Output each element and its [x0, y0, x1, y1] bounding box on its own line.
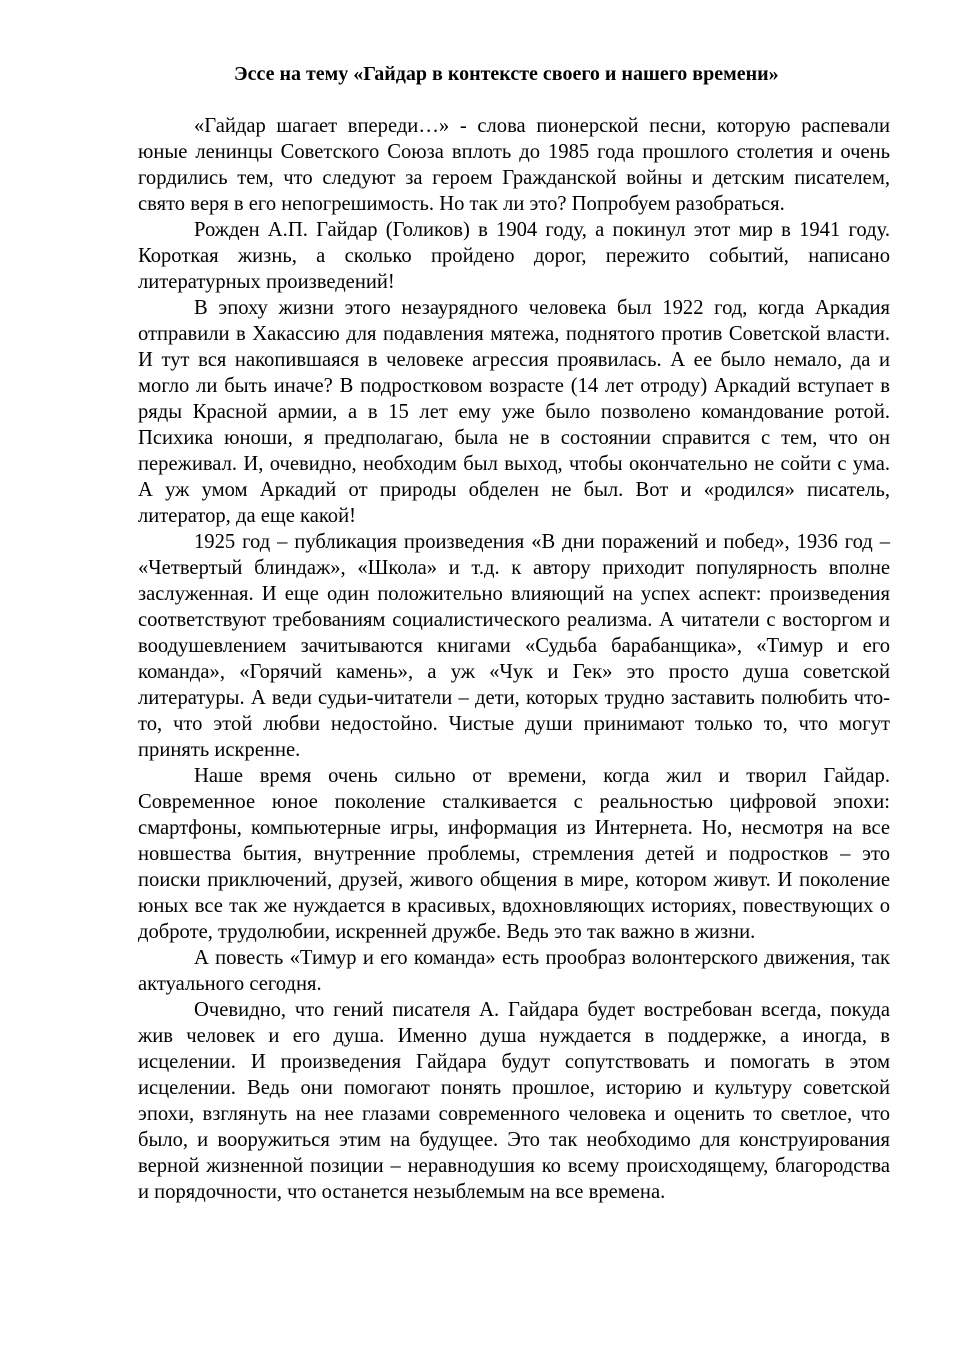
paragraph-4: 1925 год – публикация произведения «В дни поражений и побед», 1936 год – «Четвертый блиндаж», «Школа» и т.д. к автору приходит популярность вполне заслуженная. И еще один положительно влияющий на успех аспект: произведения соответствуют требованиям социалистического реализма. А читатели с восторгом и воодушевлением зачитываются книгами «Судьба барабанщика», «Тимур и его команда», «Горячий камень», а уж «Чук и Гек» это просто душа советской литературы. А веди судьи-читатели – дети, которых трудно заставить полюбить что-то, что этой любви недостойно. Чистые души принимают только то, что могут принять искренне. [138, 531, 890, 761]
paragraph-1: «Гайдар шагает впереди…» - слова пионерской песни, которую распевали юные ленинцы Советского Союза вплоть до 1985 года прошлого столетия и очень гордились тем, что следуют за героем Гражданской войны и детским писателем, свято веря в его непогрешимость. Но так ли это? Попробуем разобраться. [138, 115, 890, 215]
paragraph-7: Очевидно, что гений писателя А. Гайдара будет востребован всегда, покуда жив человек и его душа. Именно душа нуждается в поддержке, а иногда, в исцелении. И произведения Гайдара будут сопутствовать и помогать в этом исцелении. Ведь они помогают понять прошлое, историю и культуру советской эпохи, взглянуть на нее глазами современного человека и оценить то светлое, что было, и вооружиться этим на будущее. Это так необходимо для конструирования верной жизненной позиции – неравнодушия ко всему происходящему, благородства и порядочности, что останется незыблемым на все времена. [138, 999, 890, 1203]
essay-body [138, 113, 890, 1205]
paragraph-6: А повесть «Тимур и его команда» есть прообраз волонтерского движения, так актуального сегодня. [138, 947, 890, 995]
essay-title: Эссе на тему «Гайдар в контексте своего и нашего времени» [234, 63, 779, 85]
paragraph-5: Наше время очень сильно от времени, когда жил и творил Гайдар. Современное юное поколение сталкивается с реальностью цифровой эпохи: смартфоны, компьютерные игры, информация из Интернета. Но, несмотря на все новшества бытия, внутренние проблемы, стремления детей и подростков – это поиски приключений, друзей, живого общения в мире, котором живут. И поколение юных все так же нуждается в красивых, вдохновляющих историях, повествующих о доброте, трудолюбии, искренней дружбе. Ведь это так важно в жизни. [138, 765, 890, 943]
paragraph-3: В эпоху жизни этого незаурядного человека был 1922 год, когда Аркадия отправили в Хакассию для подавления мятежа, поднятого против Советской власти. И тут вся накопившаяся в человеке агрессия проявилась. А ее было немало, да и могло ли быть иначе? В подростковом возрасте (14 лет отроду) Аркадий вступает в ряды Красной армии, а в 15 лет ему уже было позволено командование ротой. Психика юноши, я предполагаю, была не в состоянии справится с тем, что он переживал. И, очевидно, необходим был выход, чтобы окончательно не сойти с ума. А уж умом Аркадий от природы обделен не был. Вот и «родился» писатель, литератор, да еще какой! [138, 297, 890, 527]
paragraph-2: Рожден А.П. Гайдар (Голиков) в 1904 году, а покинул этот мир в 1941 году. Короткая жизнь, а сколько пройдено дорог, пережито событий, написано литературных произведений! [138, 219, 890, 293]
